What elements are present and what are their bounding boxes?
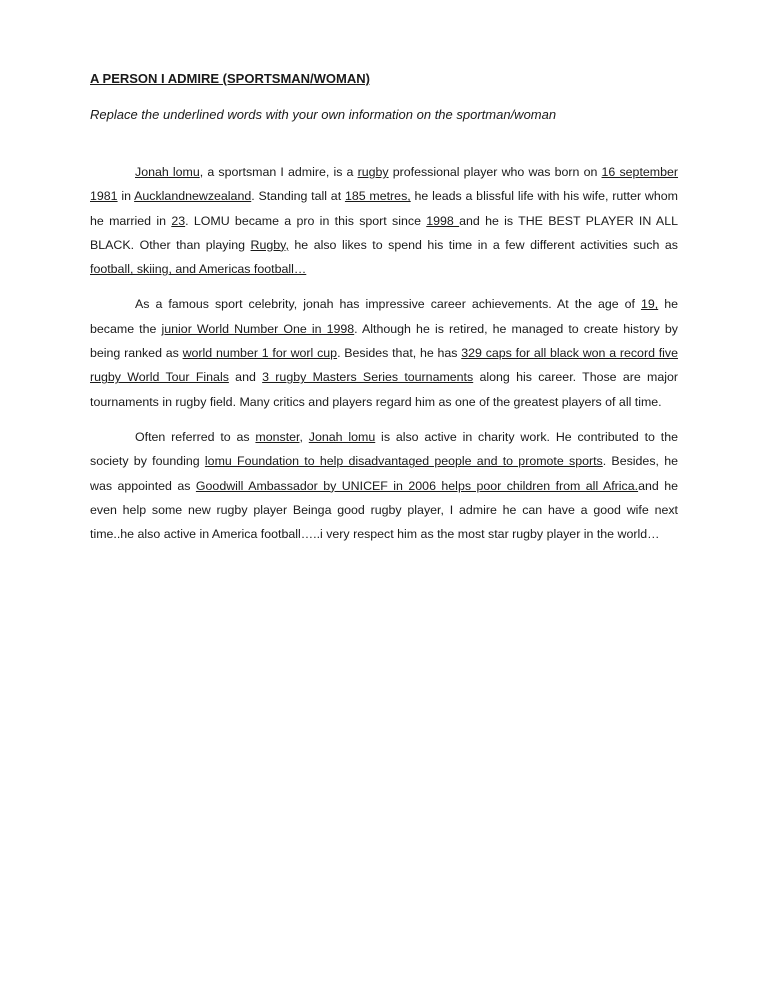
paragraph-1 [90, 160, 678, 281]
underlined-placeholder: 19, [640, 297, 659, 312]
text-run: . Besides, he was appointed as [90, 454, 678, 493]
text-run: . Although he is retired, he managed to create history by being ranked as [90, 321, 678, 361]
underlined-placeholder: 185 metres, [344, 189, 411, 204]
paragraph-3 [90, 425, 678, 546]
underlined-placeholder: 16 september 1981 [90, 165, 679, 204]
text-run: , [299, 429, 309, 444]
text-run: along his career. Those are major tournaments in rugby field. Many critics and players regard him as one of the greatest players of all time. [90, 370, 679, 409]
paragraph-2 [90, 292, 678, 413]
text-run: he became the [90, 297, 678, 336]
underlined-placeholder: rugby [357, 165, 389, 179]
text-run: , a sportsman I admire, is a [199, 165, 358, 179]
underlined-placeholder: 1998 [426, 213, 460, 228]
underlined-placeholder: won a record five rugby World Tour Finals [90, 346, 679, 385]
text-run: professional player who was born on [388, 165, 602, 179]
underlined-placeholder: lomu Foundation to help disadvantaged people and to promote sports [204, 454, 603, 469]
underlined-placeholder: 329 caps for all black [461, 346, 583, 361]
underlined-placeholder: 3 rugby Masters Series tournaments [262, 370, 474, 385]
text-run: and he is THE BEST PLAYER IN ALL BLACK. Other than playing [90, 213, 678, 252]
underlined-placeholder: world number 1 for worl cup [182, 346, 338, 361]
text-run: and [228, 370, 263, 385]
underlined-placeholder: junior World Number One in 1998 [161, 321, 355, 336]
text-run: . Standing tall at [251, 189, 345, 204]
text-run: and he even help some new rugby player Beinga good rugby player, I admire he can have a good wife next time..he also active in America football…..i very respect him as the most star rugby player in the world… [90, 478, 678, 542]
underlined-placeholder: Rugby, [250, 237, 289, 252]
text-run: is also active in charity work. He contributed to the society by founding [90, 429, 678, 469]
underlined-placeholder: monster [255, 429, 300, 444]
document-title: A PERSON I ADMIRE (SPORTSMAN/WOMAN) [90, 71, 370, 86]
text-run: he leads a blissful life with his wife, rutter whom he married in [90, 189, 678, 228]
text-run: in [117, 189, 135, 204]
text-run: he also likes to spend his time in a few different activities such as [288, 237, 678, 252]
text-run: As a famous sport celebrity, jonah has impressive career achievements. At the age of [135, 297, 641, 312]
underlined-placeholder: 23 [171, 213, 186, 228]
underlined-placeholder: Aucklandnewzealand [134, 189, 252, 204]
text-run: Often referred to as [135, 429, 256, 444]
underlined-placeholder: Jonah lomu [308, 429, 376, 444]
text-run: . LOMU became a pro in this sport since [185, 213, 427, 228]
text-run: . Besides that, he has [337, 346, 462, 361]
underlined-placeholder: Goodwill Ambassador by UNICEF in 2006 helps poor children from all Africa. [195, 478, 639, 493]
underlined-placeholder: Jonah lomu [135, 165, 200, 179]
underlined-placeholder: football, skiing, and Americas football… [90, 262, 307, 277]
document-instructions: Replace the underlined words with your own information on the sportman/woman [90, 107, 557, 122]
